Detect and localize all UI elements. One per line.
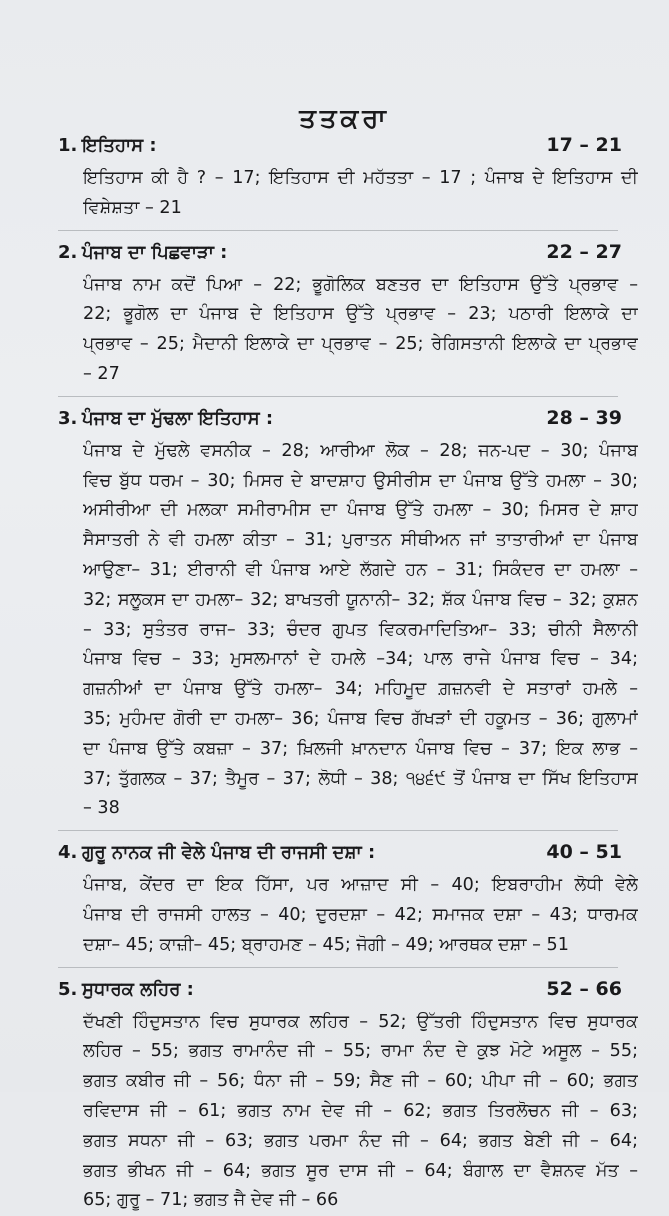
toc-entry-heading: ਸੁਧਾਰਕ ਲਹਿਰ :	[82, 978, 194, 1000]
toc-entry-line: ਆਉਣਾ– 31; ਈਰਾਨੀ ਵੀ ਪੰਜਾਬ ਆਏ ਲੱਗਦੇ ਹਨ – 31; ਸਿਕੰਦਰ ਦਾ ਹਮਲਾ –	[83, 559, 638, 580]
toc-entry-line: 35; ਮੁਹੰਮਦ ਗੋਰੀ ਦਾ ਹਮਲਾ– 36; ਪੰਜਾਬ ਵਿਚ ਗੱਖੜਾਂ ਦੀ ਹਕੂਮਤ – 36; ਗੁਲਾਮਾਂ	[83, 708, 638, 729]
toc-entry-body	[58, 871, 638, 960]
toc-entry-pages: 40 – 51	[546, 841, 622, 864]
toc-entry-line: ਭਗਤ ਭੀਖਨ ਜੀ – 64; ਭਗਤ ਸੂਰ ਦਾਸ ਜੀ – 64; ਬੰਗਾਲ ਦਾ ਵੈਸ਼ਨਵ ਮੱਤ –	[83, 1160, 638, 1181]
toc-entry-line: 32; ਸਲੂਕਸ ਦਾ ਹਮਲਾ– 32; ਬਾਖਤਰੀ ਯੂਨਾਨੀ– 32; ਸ਼ੱਕ ਪੰਜਾਬ ਵਿਚ – 32; ਕੁਸ਼ਨ	[83, 589, 638, 610]
toc-entry-line: ਲਹਿਰ – 55; ਭਗਤ ਰਾਮਾਨੰਦ ਜੀ – 55; ਰਾਮਾ ਨੰਦ ਦੇ ਕੁਝ ਮੋਟੇ ਅਸੂਲ – 55;	[83, 1041, 638, 1062]
toc-entry-line: ਪੰਜਾਬ ਦੀ ਰਾਜਸੀ ਹਾਲਤ – 40; ਦੁਰਦਸ਼ਾ – 42; ਸਮਾਜਕ ਦਸ਼ਾ – 43; ਧਾਰਮਕ	[83, 904, 638, 925]
section-divider	[58, 967, 618, 968]
toc-entry-line: – 38	[83, 798, 120, 819]
toc-entry-header	[58, 134, 638, 164]
section-divider	[58, 830, 618, 831]
toc-entry-heading: ਗੁਰੂ ਨਾਨਕ ਜੀ ਵੇਲੇ ਪੰਜਾਬ ਦੀ ਰਾਜਸੀ ਦਸ਼ਾ :	[82, 842, 376, 864]
toc-entry-line: ਭਗਤ ਕਬੀਰ ਜੀ – 56; ਧੰਨਾ ਜੀ – 59; ਸੈਣ ਜੀ – 60; ਪੀਪਾ ਜੀ – 60; ਭਗਤ	[83, 1071, 638, 1092]
toc-entry-line: ਪੰਜਾਬ ਦੇ ਮੁੱਢਲੇ ਵਸਨੀਕ – 28; ਆਰੀਆ ਲੋਕ – 28; ਜਨ-ਪਦ – 30; ਪੰਜਾਬ	[83, 440, 638, 461]
toc-entry-number: 4.	[58, 842, 78, 864]
toc-entry-line: ਸੈਸਾਤਰੀ ਨੇ ਵੀ ਹਮਲਾ ਕੀਤਾ – 31; ਪੁਰਾਤਨ ਸੀਥੀਅਨ ਜਾਂ ਤਾਤਾਰੀਆਂ ਦਾ ਪੰਜਾਬ	[83, 530, 638, 551]
toc-entry-line: ਦਾ ਪੰਜਾਬ ਉੱਤੇ ਕਬਜ਼ਾ – 37; ਖ਼ਿਲਜੀ ਖ਼ਾਨਦਾਨ ਪੰਜਾਬ ਵਿਚ – 37; ਇਕ ਲਾਭ –	[83, 738, 638, 759]
toc-entry-pages: 52 – 66	[546, 977, 622, 1000]
page-title: ਤਤਕਰਾ	[299, 104, 390, 134]
toc-entry-heading: ਪੰਜਾਬ ਦਾ ਮੁੱਢਲਾ ਇਤਿਹਾਸ :	[82, 407, 274, 429]
toc-entry-line: ਰਵਿਦਾਸ ਜੀ – 61; ਭਗਤ ਨਾਮ ਦੇਵ ਜੀ – 62; ਭਗਤ ਤਿਰਲੋਚਨ ਜੀ – 63;	[83, 1100, 638, 1121]
toc-entry-pages: 28 – 39	[546, 406, 622, 429]
toc-entry-line: 22; ਭੂਗੋਲ ਦਾ ਪੰਜਾਬ ਦੇ ਇਤਿਹਾਸ ਉੱਤੇ ਪ੍ਰਭਾਵ – 23; ਪਠਾਰੀ ਇਲਾਕੇ ਦਾ	[83, 304, 638, 325]
toc-entry-header	[58, 841, 638, 871]
section-divider	[58, 230, 618, 231]
toc-entry	[58, 841, 638, 967]
toc-entry-body	[58, 1008, 638, 1216]
toc-entry-header	[58, 241, 638, 271]
toc-entry-line: ਗਜ਼ਨੀਆਂ ਦਾ ਪੰਜਾਬ ਉੱਤੇ ਹਮਲਾ– 34; ਮਹਿਮੂਦ ਗ਼ਜ਼ਨਵੀ ਦੇ ਸਤਾਰਾਂ ਹਮਲੇ –	[83, 679, 638, 700]
toc-entry-body	[58, 437, 638, 824]
toc-entry-number: 5.	[58, 978, 78, 1000]
toc-entry-number: 2.	[58, 241, 78, 263]
toc-entry	[58, 407, 638, 831]
toc-entry-title-group	[58, 979, 194, 1000]
toc-entry-pages: 22 – 27	[546, 240, 622, 263]
toc-entry	[58, 978, 638, 1216]
toc-entry-title-group	[58, 408, 273, 429]
toc-entry-title-group	[58, 842, 375, 863]
toc-entry-line: ਅਸੀਰੀਆ ਦੀ ਮਲਕਾ ਸਮੀਰਾਮੀਸ ਦਾ ਪੰਜਾਬ ਉੱਤੇ ਹਮਲਾ – 30; ਮਿਸਰ ਦੇ ਸ਼ਾਹ	[83, 500, 638, 521]
toc-entry-heading: ਇਤਿਹਾਸ :	[82, 135, 157, 156]
toc-entry-line: 65; ਗੁਰੂ – 71; ਭਗਤ ਜੈ ਦੇਵ ਜੀ – 66	[83, 1190, 339, 1211]
toc-entry-body	[58, 164, 638, 224]
toc-entry-line: ਦੱਖਣੀ ਹਿੰਦੁਸਤਾਨ ਵਿਚ ਸੁਧਾਰਕ ਲਹਿਰ – 52; ਉੱਤਰੀ ਹਿੰਦੁਸਤਾਨ ਵਿਚ ਸੁਧਾਰਕ	[83, 1011, 638, 1032]
toc-entry-line: ਇਤਿਹਾਸ ਕੀ ਹੈ ? – 17; ਇਤਿਹਾਸ ਦੀ ਮਹੱਤਤਾ – 17 ; ਪੰਜਾਬ ਦੇ ਇਤਿਹਾਸ ਦੀ	[83, 168, 638, 188]
toc-entry-number: 1.	[58, 135, 78, 156]
toc-entry-line: ਵਿਚ ਬੁੱਧ ਧਰਮ – 30; ਮਿਸਰ ਦੇ ਬਾਦਸ਼ਾਹ ਉਸੀਰੀਸ ਦਾ ਪੰਜਾਬ ਉੱਤੇ ਹਮਲਾ – 30;	[83, 470, 638, 491]
toc-entry-line: ਪੰਜਾਬ ਨਾਮ ਕਦੋਂ ਪਿਆ – 22; ਭੂਗੋਲਿਕ ਬਣਤਰ ਦਾ ਇਤਿਹਾਸ ਉੱਤੇ ਪ੍ਰਭਾਵ –	[83, 274, 638, 295]
toc-entry	[58, 241, 638, 397]
toc-entry-header	[58, 978, 638, 1008]
toc-entry-title-group	[58, 135, 157, 156]
toc-entry-line: – 33; ਸੁਤੰਤਰ ਰਾਜ– 33; ਚੰਦਰ ਗੁਪਤ ਵਿਕਰਮਾਦਿਤਿਆ– 33; ਚੀਨੀ ਸੈਲਾਨੀ	[83, 619, 638, 640]
toc-entry-body	[58, 271, 638, 390]
toc-entry-header	[58, 407, 638, 437]
toc-entry-pages: 17 – 21	[546, 134, 622, 156]
toc-entry-line: ਪੰਜਾਬ, ਕੇਂਦਰ ਦਾ ਇਕ ਹਿੱਸਾ, ਪਰ ਆਜ਼ਾਦ ਸੀ – 40; ਇਬਰਾਹੀਮ ਲੋਧੀ ਵੇਲੇ	[83, 875, 638, 896]
toc-entry-number: 3.	[58, 407, 78, 429]
toc-entry-title-group	[58, 242, 227, 263]
toc-entry-line: – 27	[83, 363, 120, 384]
toc-entry-line: ਭਗਤ ਸਧਨਾ ਜੀ – 63; ਭਗਤ ਪਰਮਾ ਨੰਦ ਜੀ – 64; ਭਗਤ ਬੇਣੀ ਜੀ – 64;	[83, 1130, 638, 1151]
toc-entry-line: ਪ੍ਰਭਾਵ – 25; ਮੈਦਾਨੀ ਇਲਾਕੇ ਦਾ ਪ੍ਰਭਾਵ – 25; ਰੇਗਿਸਤਾਨੀ ਇਲਾਕੇ ਦਾ ਪ੍ਰਭਾਵ	[83, 334, 638, 355]
toc-entry-line: ਦਸ਼ਾ– 45; ਕਾਜ਼ੀ– 45; ਬ੍ਰਾਹਮਣ – 45; ਜੋਗੀ – 49; ਆਰਥਕ ਦਸ਼ਾ – 51	[83, 934, 569, 955]
table-of-contents	[58, 134, 638, 1216]
toc-entry-line: ਪੰਜਾਬ ਵਿਚ – 33; ਮੁਸਲਮਾਨਾਂ ਦੇ ਹਮਲੇ –34; ਪਾਲ ਰਾਜੇ ਪੰਜਾਬ ਵਿਚ – 34;	[83, 649, 638, 670]
toc-entry-heading: ਪੰਜਾਬ ਦਾ ਪਿਛਵਾੜਾ :	[82, 241, 228, 263]
toc-entry-line: 37; ਤੁੱਗਲਕ – 37; ਤੈਮੂਰ – 37; ਲੋਧੀ – 38; ੧੪੬੯ ਤੋਂ ਪੰਜਾਬ ਦਾ ਸਿੱਖ ਇਤਿਹਾਸ	[83, 768, 638, 789]
toc-entry	[58, 134, 638, 231]
section-divider	[58, 396, 618, 397]
toc-entry-line: ਵਿਸ਼ੇਸ਼ਤਾ – 21	[83, 197, 182, 218]
